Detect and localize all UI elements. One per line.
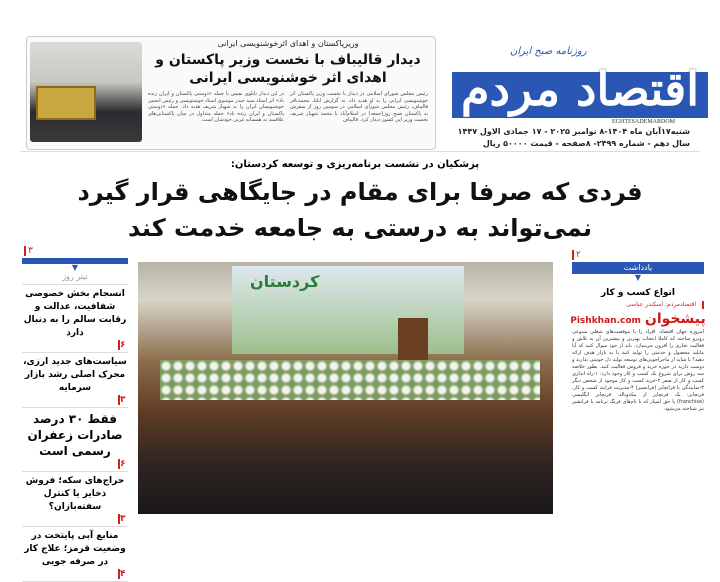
item-text: منابع آبی پایتخت در وضعیت قرمز؛ علاج کار در صرفه جویی: [24, 531, 126, 567]
item-text: سیاست‌های جدید ارزی، محرک اصلی رشد بازار سرمایه: [23, 357, 127, 393]
top-story-title[interactable]: دیدار قالیباف با نخست وزیر پاکستان و اهدای اثر خوشنویسی ایرانی: [155, 52, 421, 86]
lead-headline-line-1: فردی که صرفا برای مقام در جایگاهی قرار گیرد: [77, 178, 643, 206]
lead-headline-line-2: نمی‌تواند به درستی به جامعه خدمت کند: [128, 214, 592, 242]
page-number: ۳: [118, 514, 128, 524]
top-story-kicker: وزیرپاکستان و اهدای اثرخوشنویسی ایرانی: [217, 39, 359, 48]
page-number: ۶: [118, 459, 128, 469]
watermark-url: Pishkhan.com: [570, 316, 641, 326]
top-story-body-left: در این دیدار تابلوی نفیس با جمله «دوستی پاکستان و ایران زنده باد» اثر استاد سید حیدر موسوی استاد خوشنویسی و رئیس انجمن خوشنویسان ایران را به شهباز شریف هدیه داد. جمله «دوستی پاکستان و ایران زنده باد» جمله متداول در میان پاکستانی‌های علاقمند به همسایه غربی خودشان است.: [147, 91, 284, 123]
list-item[interactable]: [22, 285, 128, 353]
lead-headline[interactable]: [40, 174, 680, 246]
masthead-latin: EGHTESADEMARDOM: [612, 119, 675, 125]
top-story-body-right: رئیس مجلس شورای اسلامی در دیدار با نخست وزیر پاکستان اثر خوشنویسی ایرانی را به او هدیه داد. به گزارش ایلنا، محمدباقر قالیباف، رئیس مجلس شورای اسلامی در سومین روز از سفرش به پاکستان صبح روز(جمعه) در اسلام‌آباد با محمد شهباز شریف نخست وزیر این کشور دیدار کرد. قالیباف: [290, 91, 428, 123]
list-item[interactable]: [22, 472, 128, 527]
chevron-down-icon: ▼: [71, 263, 79, 272]
calligraphy-frame-image: [36, 86, 96, 120]
item-text: انسجام بخش خصوصی شفافیت، عدالت و رقابت سالم را به دنبال دارد: [23, 289, 127, 338]
section-title: یادداشت: [572, 262, 704, 274]
note-author: اقتصادمردم: اسکندر عباسی: [572, 301, 704, 309]
lead-page-number: ۳: [24, 246, 33, 256]
chevron-down-icon: ▼: [634, 273, 642, 282]
photo-banner-text: کردستان: [250, 272, 320, 291]
lead-kicker: پزشکیان در نشست برنامه‌ریزی و توسعه کردستان:: [230, 159, 480, 170]
item-text: فقط ۳۰ درصد صادرات زعفران رسمی است: [27, 412, 123, 458]
right-column: [572, 262, 704, 413]
masthead-tagline: روزنامه صبح ایران: [510, 46, 587, 57]
masthead-logo[interactable]: اقتصاد مردم: [460, 62, 700, 116]
watermark-logo: پیشخوان: [644, 311, 706, 327]
watermark: [572, 311, 704, 327]
divider: [20, 151, 700, 152]
list-item[interactable]: [22, 408, 128, 472]
list-item[interactable]: [22, 353, 128, 408]
list-item[interactable]: [22, 527, 128, 582]
page-number: ۴: [118, 569, 128, 579]
issue-line: سال دهم - شماره ۲۴۹۹- ۸صفحه - قیمت ۵۰۰۰۰ ریال: [482, 139, 690, 148]
note-title[interactable]: انواع کسب و کار: [600, 288, 676, 298]
note-page-number: ۲: [572, 250, 581, 260]
page-number: ۶: [118, 340, 128, 350]
item-text: حراج‌های سکه؛ فروش ذخایر یا کنترل سفته‌بازان؟: [25, 476, 125, 512]
photo-flowers: [160, 360, 540, 400]
note-body: امروزه جهان اقتصاد، افراد را با موقعیت‌های شغلی متنوعی روبرو ساخته که کاملا انتخاب بهترین و بیشترین آن به تلاش و فعالیت تجاری را افزون می‌سازد. باید از خود سوال کنید که آیا مایلید محصول و خدمتی را تولید کنید یا به بازار هدف ارائه دهید؟ یا شاید از ماجراجویی‌های توسعه تولید دل خوشی ندارید و دوست دارید در حوزه خرید و فروش فعالیت کنید. بطور خلاصه سه روش برای شروع یک کسب و کار وجود دارد: ۱-راه اندازی کسب و کار از صفر ۲-خرید کسب و کار موجود از شخص دیگر ۳-نمایندگی یا فرانچایز (فرانشیز) ۴-مدیریت فرایند کسب و کار. فرنچایز: یک فرنچایز از مکدونالد. فرنچایز انگلیسی (franchise) یا حق امتیاز که با نام‌های فرنگ برنامه یا فرانشیز نیز شناخته می‌شود.: [572, 329, 704, 412]
section-title: تیتر روز: [22, 272, 128, 285]
photo-podium: [398, 318, 428, 362]
left-column: [22, 258, 128, 582]
page-number: ۳: [118, 395, 128, 405]
date-line: شنبه۱۷آبان ماه ۱۴۰۴-۸ نوامبر ۲۰۲۵ - ۱۷ جمادی الاول ۱۴۴۷: [457, 127, 690, 136]
